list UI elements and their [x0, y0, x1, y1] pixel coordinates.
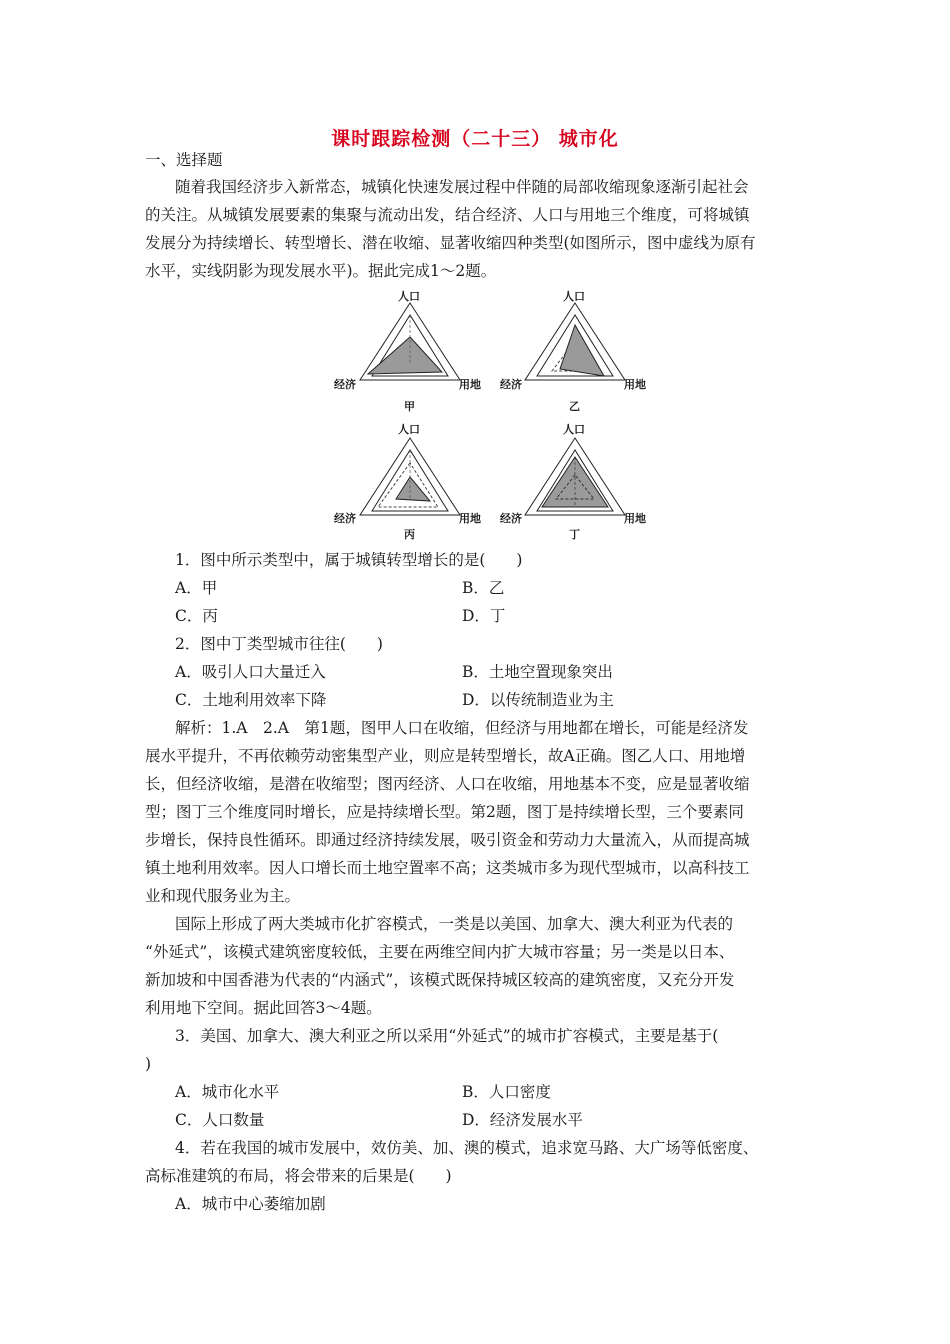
analysis-line: 解析：1.A 2.A 第1题，图甲人口在收缩，但经济与用地都在增长，可能是经济发	[175, 719, 749, 737]
q2-option-a: A．吸引人口大量迁入	[175, 663, 326, 681]
q2-option-d: D．以传统制造业为主	[462, 691, 614, 709]
panel-yi	[500, 290, 646, 413]
q2-stem: 2．图中丁类型城市往往( )	[175, 635, 383, 653]
q3-option-a: A．城市化水平	[175, 1083, 280, 1101]
analysis-line: 镇土地利用效率。因人口增长而土地空置率不高；这类城市多为现代型城市，以高科技工	[145, 859, 750, 877]
intro2-line: 新加坡和中国香港为代表的“内涵式”，该模式既保持城区较高的建筑密度，又充分开发	[145, 971, 735, 989]
panel-bing	[334, 423, 481, 541]
q3-stem-cont: )	[145, 1055, 152, 1073]
analysis-line: 型；图丁三个维度同时增长，应是持续增长型。第2题，图丁是持续增长型，三个要素同	[145, 803, 744, 821]
q1-stem: 1．图中所示类型中，属于城镇转型增长的是( )	[175, 551, 523, 569]
axis-label-left: 经济	[500, 512, 522, 525]
radar-figure	[320, 285, 660, 545]
panel-label: 丙	[404, 528, 415, 541]
panel-label: 乙	[569, 400, 580, 413]
q3-option-b: B．人口密度	[462, 1083, 551, 1101]
axis-label-left: 经济	[334, 512, 356, 525]
analysis-line: 步增长，保持良性循环。即通过经济持续发展，吸引资金和劳动力大量流入，从而提高城	[145, 831, 750, 849]
radar-figure-svg	[320, 285, 660, 545]
q3-option-d: D．经济发展水平	[462, 1111, 583, 1129]
intro1-line: 的关注。从城镇发展要素的集聚与流动出发，结合经济、人口与用地三个维度，可将城镇	[145, 206, 750, 224]
axis-label-right: 用地	[459, 512, 481, 525]
q1-option-c: C．丙	[175, 607, 218, 625]
analysis-line: 展水平提升，不再依赖劳动密集型产业，则应是转型增长，故A正确。图乙人口、用地增	[145, 747, 746, 765]
axis-label-top: 人口	[563, 423, 585, 436]
q3-stem: 3．美国、加拿大、澳大利亚之所以采用“外延式”的城市扩容模式，主要是基于(	[175, 1027, 719, 1045]
q4-stem: 4．若在我国的城市发展中，效仿美、加、澳的模式，追求宽马路、大广场等低密度、	[175, 1139, 759, 1157]
page-title: 课时跟踪检测（二十三） 城市化	[331, 128, 619, 150]
intro1-line: 随着我国经济步入新常态，城镇化快速发展过程中伴随的局部收缩现象逐渐引起社会	[175, 178, 749, 196]
panel-ding	[500, 423, 646, 541]
axis-label-right: 用地	[624, 512, 646, 525]
intro1-line: 水平，实线阴影为现发展水平)。据此完成1～2题。	[145, 262, 497, 280]
axis-label-top: 人口	[563, 290, 585, 303]
axis-label-top: 人口	[398, 423, 420, 436]
axis-label-right: 用地	[459, 378, 481, 391]
intro1-line: 发展分为持续增长、转型增长、潜在收缩、显著收缩四种类型(如图所示，图中虚线为原有	[145, 234, 756, 252]
analysis-line: 业和现代服务业为主。	[145, 887, 301, 905]
axis-label-left: 经济	[334, 378, 356, 391]
section-heading: 一、选择题	[145, 151, 223, 169]
q1-option-b: B．乙	[462, 579, 505, 597]
axis-label-right: 用地	[624, 378, 646, 391]
intro2-line: 利用地下空间。据此回答3～4题。	[145, 999, 382, 1017]
axis-label-left: 经济	[500, 378, 522, 391]
q2-option-c: C．土地利用效率下降	[175, 691, 327, 709]
panel-label: 甲	[404, 400, 415, 413]
axis-label-top: 人口	[398, 290, 420, 303]
q1-option-a: A．甲	[175, 579, 218, 597]
intro2-line: 国际上形成了两大类城市化扩容模式，一类是以美国、加拿大、澳大利亚为代表的	[175, 915, 734, 933]
q1-option-d: D．丁	[462, 607, 506, 625]
intro2-line: “外延式”，该模式建筑密度较低，主要在两维空间内扩大城市容量；另一类是以日本、	[145, 943, 735, 961]
q4-stem-cont: 高标准建筑的布局，将会带来的后果是( )	[145, 1167, 452, 1185]
q3-option-c: C．人口数量	[175, 1111, 265, 1129]
q2-option-b: B．土地空置现象突出	[462, 663, 613, 681]
q4-option-a: A．城市中心萎缩加剧	[175, 1195, 326, 1213]
panel-jia	[334, 290, 481, 413]
analysis-line: 长，但经济收缩，是潜在收缩型；图丙经济、人口在收缩，用地基本不变，应是显著收缩	[145, 775, 750, 793]
panel-label: 丁	[569, 528, 580, 541]
